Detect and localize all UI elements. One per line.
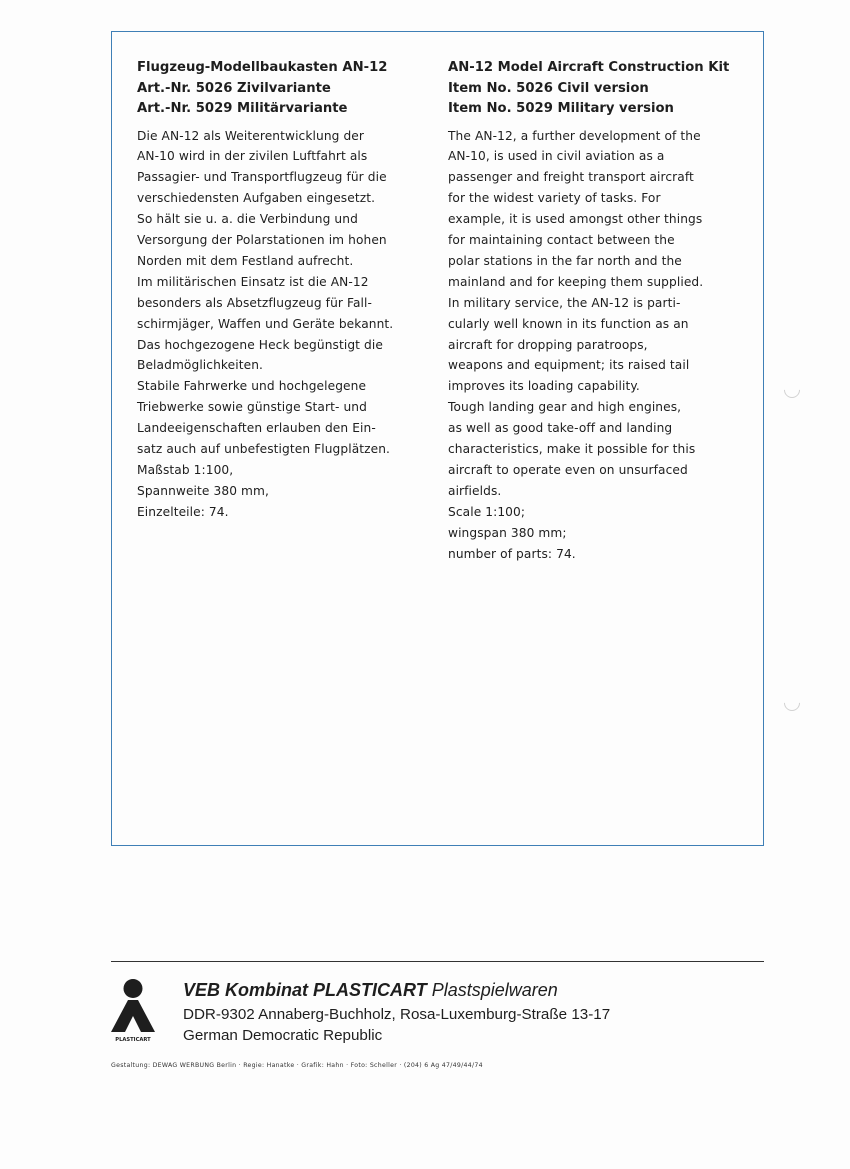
german-line: besonders als Absetzflugzeug für Fall-: [137, 295, 373, 310]
german-line: Im militärischen Einsatz ist die AN-12: [137, 274, 369, 289]
english-line: airfields.: [448, 483, 502, 498]
english-line: as well as good take-off and landing: [448, 421, 673, 436]
german-line: Die AN-12 als Weiterentwicklung der: [137, 128, 364, 143]
company-prefix: VEB Kombinat: [183, 980, 314, 1000]
german-line: Das hochgezogene Heck begünstigt die: [137, 337, 383, 352]
english-line: Tough landing gear and high engines,: [448, 400, 682, 415]
english-line: Scale 1:100;: [448, 504, 526, 519]
company-name: [183, 980, 558, 1001]
german-line: Versorgung der Polarstationen im hohen: [137, 233, 387, 248]
english-line: cularly well known in its function as an: [448, 316, 689, 331]
logo-wordmark: PLASTICART: [115, 1037, 151, 1043]
punch-hole-upper: [781, 379, 804, 402]
german-line: satz auch auf unbefestigten Flugplätzen.: [137, 442, 391, 457]
english-line: AN-10, is used in civil aviation as a: [448, 149, 665, 164]
company-address: DDR-9302 Annaberg-Buchholz, Rosa-Luxemburg-Straße 13-17: [183, 1006, 611, 1023]
company-suffix: Plastspielwaren: [426, 980, 558, 1000]
english-line: example, it is used amongst other things: [448, 212, 703, 227]
german-line: Landeeigenschaften erlauben den Ein-: [137, 421, 376, 436]
company-country: German Democratic Republic: [183, 1027, 383, 1044]
german-line: Triebwerke sowie günstige Start- und: [137, 400, 367, 415]
german-line: Beladmöglichkeiten.: [137, 358, 263, 373]
english-heading: [448, 58, 748, 120]
german-line: Einzelteile: 74.: [137, 504, 229, 519]
plasticart-logo-icon: [109, 978, 157, 1044]
english-line: for maintaining contact between the: [448, 233, 675, 248]
german-line: AN-10 wird in der zivilen Luftfahrt als: [137, 149, 368, 164]
english-line: The AN-12, a further development of the: [448, 128, 701, 143]
english-line: weapons and equipment; its raised tail: [448, 358, 690, 373]
german-heading: [137, 58, 429, 120]
german-line: Norden mit dem Festland aufrecht.: [137, 253, 354, 268]
german-column: [137, 58, 429, 523]
content-frame: [111, 31, 764, 846]
german-line: Spannweite 380 mm,: [137, 483, 269, 498]
english-heading-title: AN-12 Model Aircraft Construction Kit: [448, 60, 730, 75]
english-line: polar stations in the far north and the: [448, 253, 682, 268]
footer-divider: [111, 961, 764, 962]
credits-line: Gestaltung: DEWAG WERBUNG Berlin · Regie: Hanatke · Grafik: Hahn · Foto: Scheller · (204) 6 Ag 47/49/44/74: [111, 1062, 483, 1069]
german-line: So hält sie u. a. die Verbindung und: [137, 212, 358, 227]
german-line: Stabile Fahrwerke und hochgelegene: [137, 379, 367, 394]
english-line: improves its loading capability.: [448, 379, 640, 394]
english-line: mainland and for keeping them supplied.: [448, 274, 704, 289]
english-heading-item-military: Item No. 5029 Military version: [448, 101, 674, 116]
english-line: wingspan 380 mm;: [448, 525, 567, 540]
english-line: In military service, the AN-12 is parti-: [448, 295, 681, 310]
german-heading-item-military: Art.-Nr. 5029 Militärvariante: [137, 101, 348, 116]
german-line: Maßstab 1:100,: [137, 463, 234, 477]
english-line: characteristics, make it possible for this: [448, 442, 696, 457]
english-line: passenger and freight transport aircraft: [448, 170, 694, 185]
english-line: number of parts: 74.: [448, 546, 576, 561]
english-body: [448, 126, 748, 565]
german-heading-title: Flugzeug-Modellbaukasten AN-12: [137, 60, 388, 75]
english-line: aircraft for dropping paratroops,: [448, 337, 648, 352]
english-line: aircraft to operate even on unsurfaced: [448, 463, 688, 477]
german-line: verschiedensten Aufgaben eingesetzt.: [137, 191, 376, 206]
german-heading-item-civil: Art.-Nr. 5026 Zivilvariante: [137, 80, 331, 96]
german-body: [137, 126, 429, 523]
punch-hole-lower: [781, 692, 804, 715]
german-line: Passagier- und Transportflugzeug für die: [137, 170, 387, 185]
company-brand: PLASTICART: [313, 980, 427, 1000]
english-heading-item-civil: Item No. 5026 Civil version: [448, 80, 649, 96]
german-line: schirmjäger, Waffen und Geräte bekannt.: [137, 316, 394, 331]
english-line: for the widest variety of tasks. For: [448, 191, 661, 206]
english-column: [448, 58, 748, 565]
